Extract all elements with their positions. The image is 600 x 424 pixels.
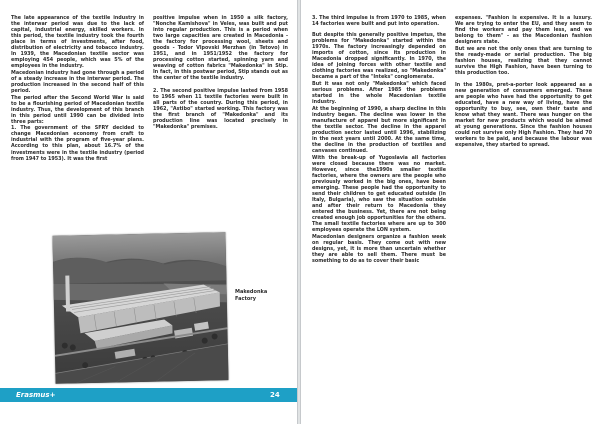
- paragraph: positive impulse when in 1950 a silk factory, "Nonche Kamishova" in Veles, was built and put into regular production. This is a period when two large capacities are created in Macedonia - the factory for processing wool, sheets and goods - Todor Vlpovski Merzhan (in Tetovo) in 1951, and in 1951/1952 the factory for processing cotton started, spinning yarn and weaving of cotton fabrics "Makedonka" in Stip. In fact, in this postwar period, Stip stands out as the center of the textile industry.: [153, 15, 288, 82]
- paragraph: The period after the Second World War is said to be a flourishing period of Macedonian textile industry. Thus, the development of this branch in this period until 1990 can be divided into three parts:: [11, 94, 144, 125]
- paragraph: Macedonian industry had gone through a period of a steady increase in the interwar period. The production increased in the second half of this period.: [11, 69, 144, 95]
- photo-caption: Makedonka Factory: [235, 289, 268, 302]
- right-column-1: [312, 15, 446, 264]
- page-number: 24: [270, 391, 280, 399]
- left-page: [0, 0, 297, 424]
- paragraph: With the break-up of Yugoslavia all factories were closed because there was no market. However, since the1990s smaller textile factories, where the owners are the people who previously worked in the big ones, have been emerging. These people had the opportunity to send their children to get educated outside (in Italy, Bulgaria), who saw the situation outside and after their return to Macedonia they entered the business. Yet, there are not being created enough job opportunities for the others. The small textile factories where are up to 300 employees operate the LON system.: [312, 154, 446, 234]
- paragraph: The late appearance of the textile industry in the interwar period was due to the lack of capital, industrial energy, skilled workers. In this period, the textile industry took the fourth place in terms of investments, after food, distribution of electricity and tobacco industry. In 1939, the Macedonian textile sector was employing 454 people, which was 5% of the employees in the industry.: [11, 15, 144, 70]
- right-page: [301, 0, 600, 424]
- paragraph: 3. The third impulse is from 1970 to 1985, when 14 factories were built and put into operation.: [312, 15, 446, 28]
- paragraph: But it was not only "Makedonka" which faced serious problems. After 1985 the problems started in the whole Macedonian textile industry.: [312, 80, 446, 106]
- brand-label: Erasmus+: [16, 391, 56, 399]
- left-column-1: [11, 15, 144, 162]
- paragraph: Macedonian designers organize a fashion week on regular basis. They come out with new designs, yet, it is more than uncertain whether they are able to sell them. There must be something to do as to cover their basic: [312, 233, 446, 264]
- paragraph: expenses. "Fashion is expensive. It is a luxury. We are trying to enter the EU, and they seem to find the workers and pay them less, and we belong to them" - as the Macedonian fashion designers state.: [455, 15, 592, 46]
- left-column-2: [153, 15, 288, 130]
- erasmus-logo: [16, 390, 55, 400]
- paragraph: But despite this generally positive impetus, the problems for "Makedonka" started within the 1970s. The factory increasingly depended on imports of cotton, since its production in Macedonia dropped significantly. In 1970, the idea of joining forces with other textile and clothing factories was realized, so "Makedonka" became a part of the "Inteks" conglomerate.: [312, 32, 446, 81]
- factory-photo: [52, 232, 228, 384]
- paragraph: In the 1980s, pret-a-porter look appeared as a new generation of consumers emerged. These are people who have had the opportunity to get educated, have a new way of living, have the opportunity to buy, see, own their taste and know what they want. There was hunger on the market for new products which would be aimed at young generations. Since the fashion houses could not survive only High Fashion. They had 70 workers to be paid, and because the labour was expensive, they started to spread.: [455, 81, 592, 149]
- right-column-2: [455, 15, 592, 149]
- paragraph: 1. The government of the SFRY decided to change Macedonian economy from craft to industrial with the program of five-year plans. According to this plan, about 16.7% of the investments were in the textile industry (period from 1947 to 1953). It was the first: [11, 125, 144, 162]
- paragraph: 2. The second positive impulse lasted from 1958 to 1965 when 11 textile factories were built in all parts of the country. During this period, in 1962, "Astibo" started working. This factory was the first branch of "Makedonka" and its production line was located precisely in "Makedonka" premises.: [153, 87, 288, 130]
- paragraph: At the beginning of 1990, a sharp decline in this industry began. The decline was lower in the manufacture of apparel but more significant in the textile sector. The decline in the apparel production sector lasted until 1996, stabilizing in the next years until 2000. At the same time, the decline in the production of textiles and canvases continued.: [312, 105, 446, 154]
- paragraph: But we are not the only ones that are turning to the ready-made or serial production. The big fashion houses, realizing that they cannot survive the High Fashion, have been turning to this production too.: [455, 45, 592, 76]
